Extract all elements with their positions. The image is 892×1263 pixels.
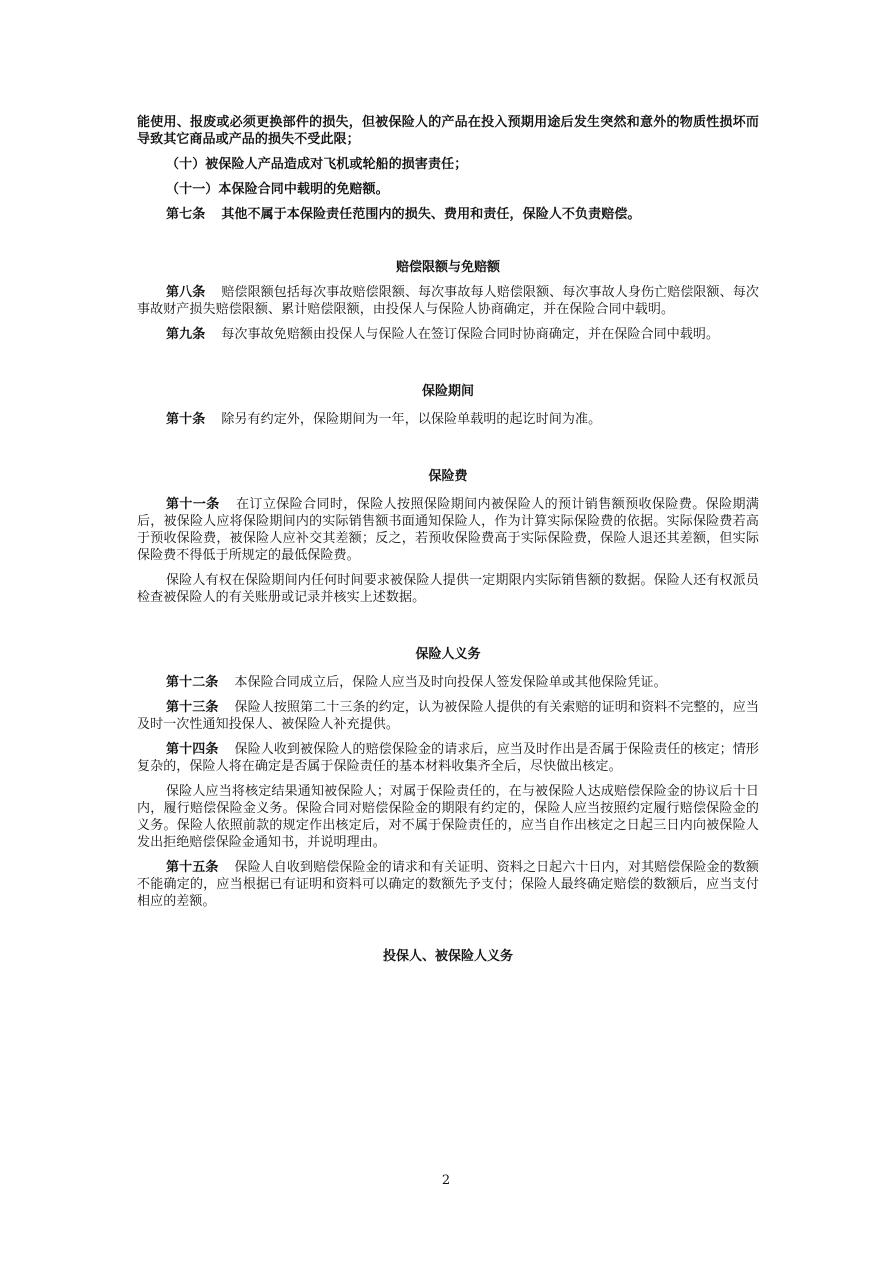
article-7-label: 第七条	[166, 207, 206, 222]
section-title-period: 保险期间	[421, 384, 474, 399]
article-14-text: 保险人收到被保险人的赔偿保险金的请求后，应当及时作出是否属于保险责任的核定；情形复杂的，保险人将在确定是否属于保险责任的基本材料收集齐全后，尽快做出核定。	[137, 742, 759, 774]
section-title-premium: 保险费	[428, 469, 468, 484]
page-number: 2	[441, 1173, 451, 1188]
exclusion-item-10: （十）被保险人产品造成对飞机或轮船的损害责任；	[166, 157, 468, 172]
insurer-notification-paragraph: 保险人应当将核定结果通知被保险人；对属于保险责任的，在与被保险人达成赔偿保险金的协议后十日内，履行赔偿保险金义务。保险合同对赔偿保险金的期限有约定的，保险人应当按照约定履行赔偿保险金的义务。保险人依照前款的规定作出核定后，对不属于保险责任的，应当自作出核定之日起三日内向被保险人发出拒绝赔偿保险金通知书，并说明理由。	[137, 784, 759, 850]
exclusion-item-11: （十一）本保险合同中载明的免赔额。	[166, 182, 389, 197]
article-11-label: 第十一条	[166, 497, 220, 512]
continuation-paragraph: 能使用、报废或必须更换部件的损失，但被保险人的产品在投入预期用途后发生突然和意外的物质性损坏而导致其它商品或产品的损失不受此限；	[137, 115, 759, 147]
article-8-label: 第八条	[166, 285, 206, 300]
document-body	[137, 114, 759, 965]
article-12-label: 第十二条	[166, 675, 219, 690]
article-9	[137, 326, 759, 343]
article-9-text: 每次事故免赔额由投保人与保险人在签订保险合同时协商确定，并在保险合同中载明。	[221, 327, 720, 342]
article-11-text: 在订立保险合同时，保险人按照保险期间内被保险人的预计销售额预收保险费。保险期满后，被保险人应将保险期间内的实际销售额书面通知保险人，作为计算实际保险费的依据。实际保险费若高于预收保险费，被保险人应补交其差额；反之，若预收保险费高于实际保险费，保险人退还其差额，但实际保险费不得低于所规定的最低保险费。	[137, 497, 760, 563]
article-10	[137, 411, 759, 428]
article-8	[137, 284, 759, 318]
section-title-policyholder-duties: 投保人、被保险人义务	[382, 949, 513, 964]
article-15-text: 保险人自收到赔偿保险金的请求和有关证明、资料之日起六十日内，对其赔偿保险金的数额不能确定的，应当根据已有证明和资料可以确定的数额先予支付；保险人最终确定赔偿的数额后，应当支付相应的差额。	[137, 860, 759, 909]
article-9-label: 第九条	[166, 327, 206, 342]
article-10-text: 除另有约定外，保险期间为一年，以保险单载明的起讫时间为准。	[221, 412, 602, 427]
section-title-insurer-duties: 保险人义务	[415, 647, 481, 662]
article-14	[137, 741, 759, 775]
article-12	[137, 674, 759, 691]
article-13	[137, 699, 759, 733]
article-14-label: 第十四条	[166, 742, 219, 757]
article-13-text: 保险人按照第二十三条的约定，认为被保险人提供的有关索赔的证明和资料不完整的，应当及时一次性通知投保人、被保险人补充提供。	[137, 700, 759, 732]
article-10-label: 第十条	[166, 412, 206, 427]
article-15-label: 第十五条	[166, 860, 219, 875]
article-13-label: 第十三条	[166, 700, 219, 715]
article-11	[137, 496, 759, 564]
article-8-text: 赔偿限额包括每次事故赔偿限额、每次事故每人赔偿限额、每次事故人身伤亡赔偿限额、每次事故财产损失赔偿限额、累计赔偿限额，由投保人与保险人协商确定，并在保险合同中载明。	[137, 285, 759, 317]
premium-paragraph-2: 保险人有权在保险期间内任何时间要求被保险人提供一定期限内实际销售额的数据。保险人还有权派员检查被保险人的有关账册或记录并核实上述数据。	[137, 573, 759, 605]
article-7-text: 其他不属于本保险责任范围内的损失、费用和责任，保险人不负责赔偿。	[221, 207, 641, 222]
article-12-text: 本保险合同成立后，保险人应当及时向投保人签发保险单或其他保险凭证。	[234, 675, 667, 690]
article-15	[137, 859, 759, 910]
article-7	[137, 206, 759, 223]
section-title-limits: 赔偿限额与免赔额	[395, 260, 500, 275]
